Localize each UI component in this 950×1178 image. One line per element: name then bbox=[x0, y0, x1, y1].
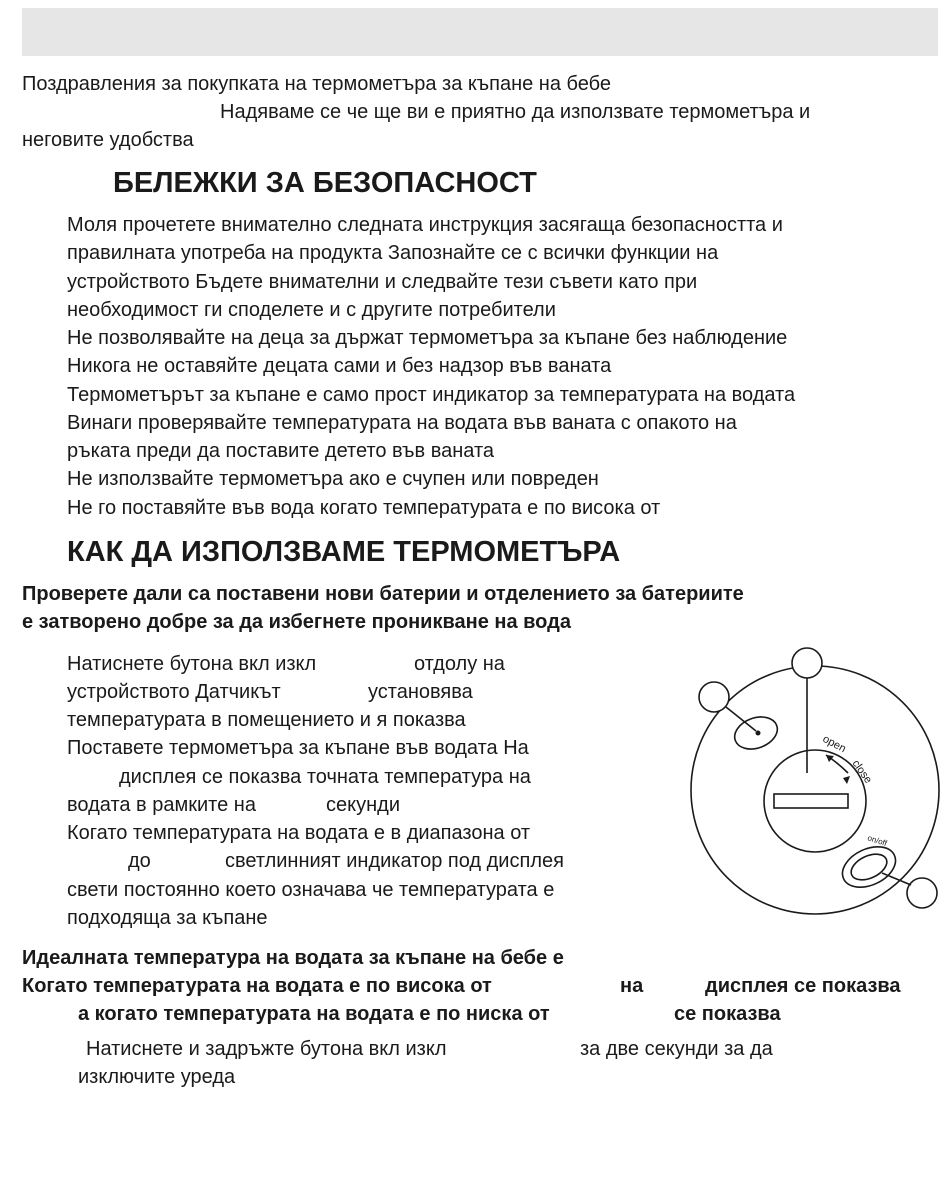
safety-line: Моля прочетете внимателно следната инструкция засягаща безопасността и bbox=[67, 214, 783, 236]
usage-text: установява bbox=[368, 681, 473, 703]
safety-line: необходимост ги споделете и с другите потребители bbox=[67, 299, 556, 321]
safety-line: Не използвайте термометъра ако е счупен или повреден bbox=[67, 468, 599, 490]
ideal-temp-line: се показва bbox=[674, 1003, 781, 1025]
thermometer-diagram bbox=[690, 645, 940, 925]
intro-line-3: неговите удобства bbox=[22, 129, 194, 151]
close-label: close bbox=[849, 757, 875, 786]
usage-title: КАК ДА ИЗПОЛЗВАМЕ ТЕРМОМЕТЪРА bbox=[67, 536, 621, 568]
ideal-temp-line: на bbox=[620, 975, 644, 997]
usage-text: светлинният индикатор под дисплея bbox=[225, 850, 564, 872]
open-label: open bbox=[820, 733, 848, 756]
safety-title: БЕЛЕЖКИ ЗА БЕЗОПАСНОСТ bbox=[113, 167, 537, 199]
usage-text: Поставете термометъра за къпане във водата На bbox=[67, 737, 529, 759]
usage-text: устройството Датчикът bbox=[67, 681, 281, 703]
usage-text: температурата в помещението и я показва bbox=[67, 709, 466, 731]
power-off-text: Натиснете и задръжте бутона вкл изкл bbox=[86, 1038, 447, 1060]
safety-line: правилната употреба на продукта Запознайте се с всички функции на bbox=[67, 242, 719, 264]
sensor-dot bbox=[756, 731, 761, 736]
usage-text: отдолу на bbox=[414, 653, 505, 675]
callout-circle-left bbox=[699, 682, 729, 712]
power-off-text: за две секунди за да bbox=[580, 1038, 773, 1060]
ideal-temp-line: Идеалната температура на водата за къпане на бебе е bbox=[22, 947, 564, 969]
usage-text: до bbox=[128, 850, 151, 872]
battery-note-line-1: Проверете дали са поставени нови батерии и отделението за батериите bbox=[22, 583, 744, 605]
usage-text: свети постоянно което означава че температурата е bbox=[67, 879, 555, 901]
usage-text: Когато температурата на водата е в диапазона от bbox=[67, 822, 531, 844]
onoff-label: on/off bbox=[866, 833, 889, 849]
safety-line: ръката преди да поставите детето във ваната bbox=[67, 440, 495, 462]
ideal-temp-line: дисплея се показва bbox=[705, 975, 901, 997]
safety-line: Не го поставяйте във вода когато температурата е по висока от bbox=[67, 497, 661, 519]
safety-line: Не позволявайте на деца за държат термометъра за къпане без наблюдение bbox=[67, 327, 788, 349]
safety-line: Винаги проверявайте температурата на водата във ваната с опакото на bbox=[67, 412, 737, 434]
header-bar bbox=[22, 8, 938, 56]
safety-line: Термометърът за къпане е само прост индикатор за температурата на водата bbox=[67, 384, 796, 406]
battery-note-line-2: е затворено добре за да избегнете проникване на вода bbox=[22, 611, 571, 633]
safety-line: Никога не оставяйте децата сами и без надзор във ваната bbox=[67, 355, 612, 377]
safety-line: устройството Бъдете внимателни и следвайте тези съвети като при bbox=[67, 271, 698, 293]
usage-text: дисплея се показва точната температура на bbox=[119, 766, 531, 788]
usage-text: Натиснете бутона вкл изкл bbox=[67, 653, 317, 675]
ideal-temp-line: Когато температурата на водата е по висока от bbox=[22, 975, 492, 997]
usage-text: секунди bbox=[326, 794, 400, 816]
callout-circle-top bbox=[792, 648, 822, 678]
power-off-text: изключите уреда bbox=[78, 1066, 236, 1088]
usage-text: подходяща за къпане bbox=[67, 907, 268, 929]
ideal-temp-line: а когато температурата на водата е по ниска от bbox=[78, 1003, 550, 1025]
intro-line-2: Надяваме се че ще ви е приятно да използвате термометъра и bbox=[220, 101, 811, 123]
usage-text: водата в рамките на bbox=[67, 794, 256, 816]
callout-circle-right bbox=[907, 878, 937, 908]
intro-line-1: Поздравления за покупката на термометъра за къпане на бебе bbox=[22, 73, 612, 95]
